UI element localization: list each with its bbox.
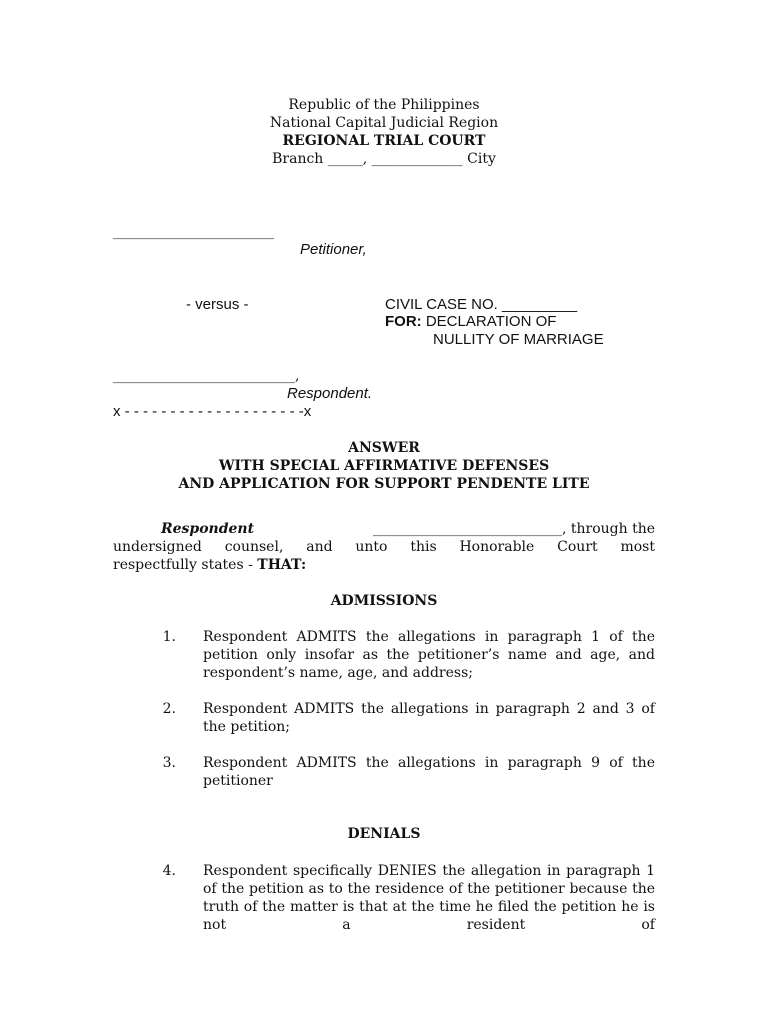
intro-line3-text: respectfully states - [113, 557, 253, 573]
for-text: DECLARATION OF [425, 313, 557, 330]
title-line3: AND APPLICATION FOR SUPPORT PENDENTE LITE [178, 476, 590, 492]
item-text: Respondent specifically DENIES the allegation in paragraph 1 of the petition as to the residence of the petitioner because the truth of the matter is that at the time he filed the petition he is not a resident of [203, 863, 655, 933]
section-denials: DENIALS [347, 826, 421, 842]
petitioner-label: Petitioner, [300, 241, 367, 258]
intro-line1-rest: ___________________________, through the [372, 521, 655, 537]
header-branch: Branch _____, _____________ City [272, 151, 496, 167]
versus-label: - versus - [186, 296, 249, 313]
item-number: 3. [162, 755, 176, 771]
header-court: REGIONAL TRIAL COURT [282, 133, 486, 149]
for-label: FOR: [385, 313, 422, 330]
item-text: Respondent ADMITS the allegations in paragraph 9 of the petitioner [203, 755, 655, 789]
intro-that: THAT: [257, 557, 307, 573]
intro-line2: undersigned counsel, and unto this Honorable Court most [113, 539, 655, 555]
title-line2: WITH SPECIAL AFFIRMATIVE DEFENSES [218, 458, 550, 474]
petitioner-blank: _______________________ [113, 224, 274, 240]
respondent-label: Respondent. [287, 385, 373, 402]
intro-respondent: Respondent [161, 521, 255, 537]
item-number: 2. [162, 701, 176, 717]
header-region: National Capital Judicial Region [269, 115, 499, 131]
case-for-line [385, 313, 556, 331]
header-republic: Republic of the Philippines [288, 97, 480, 113]
title-answer: ANSWER [348, 440, 420, 456]
item-number: 4. [162, 863, 176, 879]
respondent-blank: __________________________, [113, 368, 300, 384]
civil-case-no: CIVIL CASE NO. _________ [385, 296, 578, 313]
intro-line3 [113, 556, 306, 574]
item-text: Respondent ADMITS the allegations in paragraph 2 and 3 of the petition; [203, 701, 655, 735]
item-number: 1. [162, 629, 176, 645]
caption-separator: x - - - - - - - - - - - - - - - - - - - -x [113, 403, 312, 420]
for-text-2: NULLITY OF MARRIAGE [433, 331, 604, 348]
item-text: Respondent ADMITS the allegations in paragraph 1 of the petition only insofar as the petitioner’s name and age, and respondent’s name, age, and address; [203, 629, 655, 681]
intro-line1 [113, 520, 655, 538]
section-admissions: ADMISSIONS [330, 593, 438, 609]
